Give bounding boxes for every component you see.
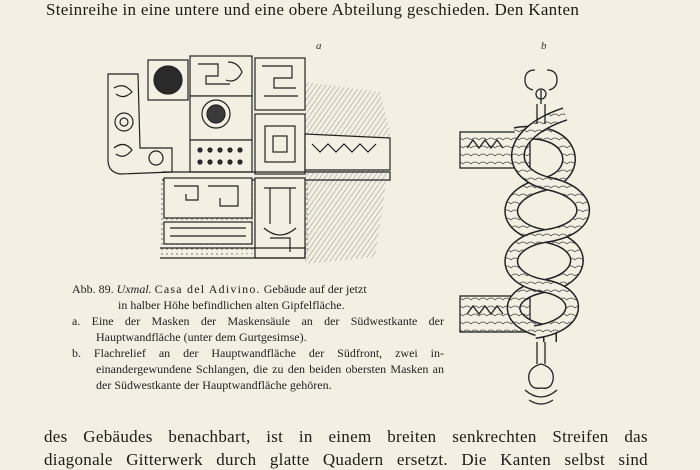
body-word: Streifen (552, 427, 609, 446)
body-word: glatte (269, 450, 310, 469)
body-word: Quadern (322, 450, 384, 469)
figure-caption (72, 281, 444, 393)
caption-line1-rest: Gebäude auf der jetzt (263, 282, 367, 296)
body-word: benachbart, (168, 427, 251, 446)
caption-item-b: b. Flachrelief an der Hauptwandfläche der Südfront, zwei in-einandergewundene Schlangen, die zu den beiden obersten Masken an der Südwestkante der Hauptwandfläche gehören. (72, 346, 444, 392)
body-word: sind (618, 450, 648, 469)
body-word: des (44, 427, 68, 446)
body-text-line-1 (44, 427, 648, 447)
figure-label-b: b (541, 40, 547, 52)
caption-place: Uxmal. (116, 282, 152, 296)
figure-b-serpent-relief-drawing (455, 64, 595, 409)
body-word: ist (266, 427, 284, 446)
body-word: breiten (387, 427, 437, 446)
body-word: senkrechten (452, 427, 537, 446)
body-word: Kanten (500, 450, 552, 469)
body-word: selbst (564, 450, 606, 469)
body-word: einem (328, 427, 372, 446)
body-text-line-2 (44, 450, 648, 470)
body-word: Die (461, 450, 487, 469)
body-word: in (298, 427, 313, 446)
caption-item-a: a. Eine der Masken der Maskensäule an der Südwestkante der Hauptwandfläche (unter dem Gurtgesimse). (72, 314, 444, 344)
body-word: diagonale (44, 450, 113, 469)
caption-line2: in halber Höhe befindlichen alten Gipfelfläche. (118, 298, 345, 312)
caption-building-name: Casa del Adivino. (154, 282, 261, 296)
body-word: durch (216, 450, 257, 469)
figure-label-a: a (316, 40, 322, 52)
body-word: das (624, 427, 648, 446)
figure-a-mask-drawing (100, 52, 400, 267)
body-word: Gitterwerk (126, 450, 203, 469)
body-word: ersetzt. (396, 450, 448, 469)
body-text-top-line: Steinreihe in eine untere und eine obere Abteilung geschieden. Den Kanten (46, 0, 580, 19)
body-word: Gebäudes (83, 427, 153, 446)
caption-abb-number: Abb. 89. (72, 282, 114, 296)
